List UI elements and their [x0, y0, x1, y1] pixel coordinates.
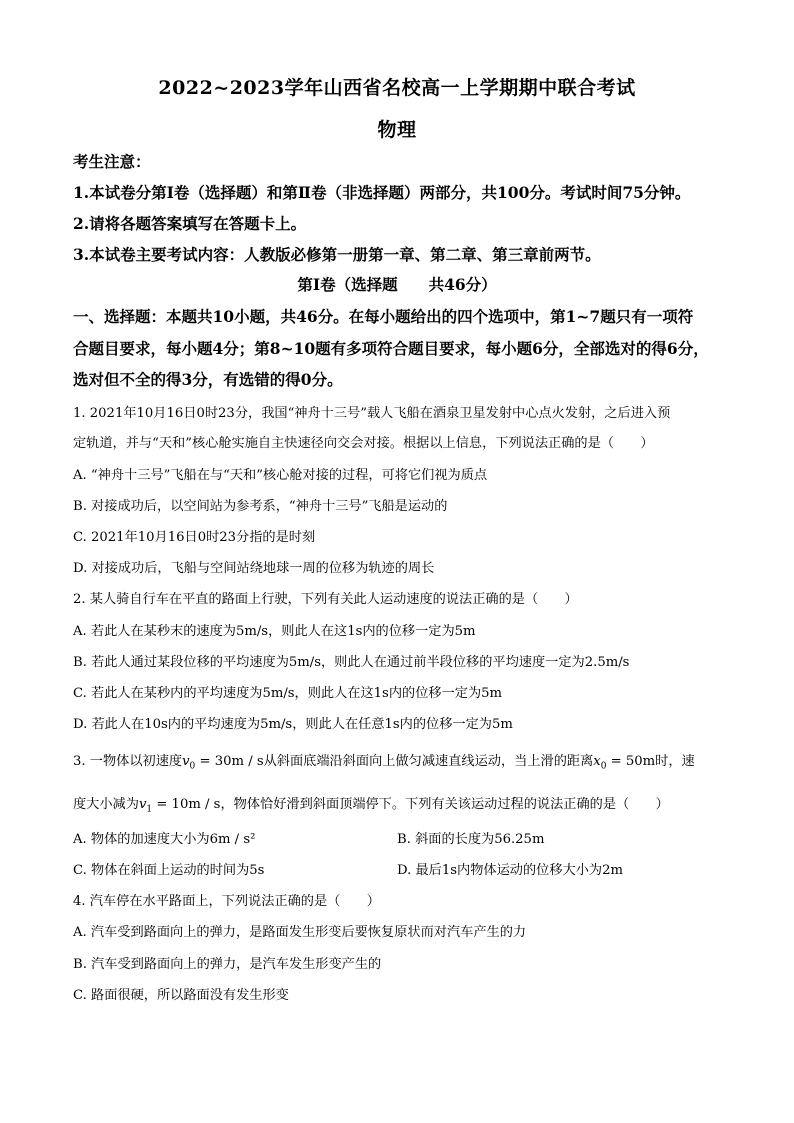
q2-stem: 2. 某人骑自行车在平直的路面上行驶，下列有关此人运动速度的说法正确的是（ ） [73, 592, 578, 607]
q2-option-d: D. 若此人在10s内的平均速度为5m/s，则此人在任意1s内的位移一定为5m [73, 717, 513, 732]
section-title: 第Ⅰ卷（选择题 共46分） [297, 275, 497, 294]
q3-option-d: D. 最后1s内物体运动的位移大小为2m [397, 863, 623, 878]
q3-symbol: v [182, 754, 190, 769]
q2-option-a: A. 若此人在某秒末的速度为5m/s，则此人在这1s内的位移一定为5m [73, 624, 476, 639]
q4-option-b: B. 汽车受到路面向上的弹力，是汽车发生形变产生的 [73, 957, 382, 972]
q1-stem-line: 定轨道，并与“天和”核心舱实施自主快速径向交会对接。根据以上信息，下列说法正确的是（ ） [73, 436, 654, 451]
q3-option-c: C. 物体在斜面上运动的时间为5s [73, 863, 265, 878]
q3-subscript: 0 [600, 761, 607, 772]
q3-subscript: 0 [189, 761, 196, 772]
q3-text: = 10m / s，物体恰好滑到斜面顶端停下。下列有关该运动过程的说法正确的是（ ） [152, 797, 669, 812]
q3-text: = 50m时，速 [606, 754, 695, 769]
q4-option-a: A. 汽车受到路面向上的弹力，是路面发生形变后要恢复原状而对汽车产生的力 [73, 925, 527, 940]
section-intro-line: 选对但不全的得3分，有选错的得0分。 [73, 370, 343, 389]
q3-text: 度大小减为 [73, 797, 139, 812]
q3-option-b: B. 斜面的长度为56.25m [397, 832, 545, 847]
notice-item-3: 3.本试卷主要考试内容：人教版必修第一册第一章、第二章、第三章前两节。 [73, 245, 601, 264]
q1-option-c: C. 2021年10月16日0时23分指的是时刻 [73, 530, 316, 545]
q3-subscript: 1 [146, 804, 153, 815]
q3-text: 3. 一物体以初速度 [73, 754, 183, 769]
q3-stem-line-2 [73, 793, 669, 815]
q3-symbol: v [138, 797, 147, 812]
notice-heading: 考生注意： [73, 152, 151, 171]
q1-option-a: A. “神舟十三号”飞船在与“天和”核心舱对接的过程，可将它们视为质点 [73, 468, 488, 483]
section-intro-line: 合题目要求，每小题4分；第8~10题有多项符合题目要求，每小题6分，全部选对的得6分， [73, 339, 709, 358]
q4-stem: 4. 汽车停在水平路面上，下列说法正确的是（ ） [73, 894, 380, 909]
q3-stem-line-1 [73, 750, 695, 772]
q1-option-b: B. 对接成功后，以空间站为参考系，“神舟十三号”飞船是运动的 [73, 499, 448, 514]
q2-option-c: C. 若此人在某秒内的平均速度为5m/s，则此人在这1s内的位移一定为5m [73, 686, 503, 701]
q4-option-c: C. 路面很硬，所以路面没有发生形变 [73, 988, 289, 1003]
q1-stem-line: 1. 2021年10月16日0时23分，我国“神舟十三号”载人飞船在酒泉卫星发射中心点火发射，之后进入预 [73, 406, 671, 421]
exam-title: 2022~2023学年山西省名校高一上学期期中联合考试 [158, 77, 636, 99]
notice-item-2: 2.请将各题答案填写在答题卡上。 [73, 214, 307, 233]
subject-title: 物理 [377, 119, 417, 141]
q3-text: = 30m / s从斜面底端沿斜面向上做匀减速直线运动，当上滑的距离 [195, 754, 594, 769]
section-intro-line: 一、选择题：本题共10小题，共46分。在每小题给出的四个选项中，第1~7题只有一项符 [73, 307, 694, 326]
q3-option-a: A. 物体的加速度大小为6m / s² [73, 832, 256, 847]
notice-item-1: 1.本试卷分第Ⅰ卷（选择题）和第Ⅱ卷（非选择题）两部分，共100分。考试时间75分钟。 [73, 183, 691, 202]
q2-option-b: B. 若此人通过某段位移的平均速度为5m/s，则此人在通过前半段位移的平均速度一定为2.5m/s [73, 655, 630, 670]
q1-option-d: D. 对接成功后，飞船与空间站绕地球一周的位移为轨迹的周长 [73, 561, 435, 576]
q3-symbol: x [593, 754, 601, 769]
